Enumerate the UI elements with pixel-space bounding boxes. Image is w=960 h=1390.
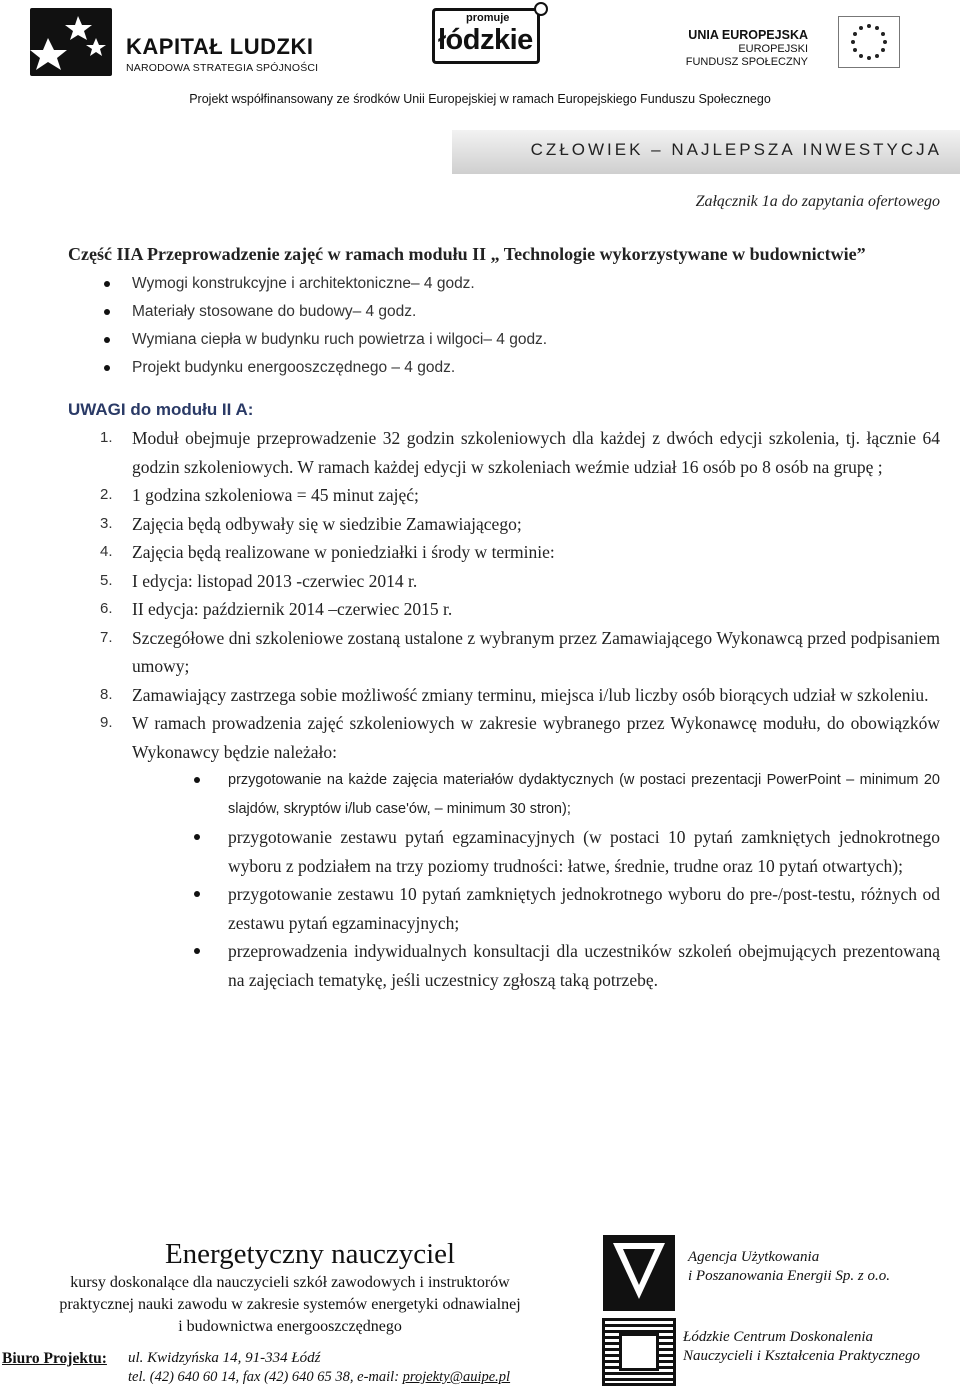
kapital-ludzki-title: KAPITAŁ LUDZKI [126, 34, 314, 59]
list-item: 8. Zamawiający zastrzega sobie możliwość zmiany terminu, miejsca i/lub liczby osób biorących udział w szkoleniu. [100, 684, 929, 705]
slogan-text: CZŁOWIEK – NAJLEPSZA INWESTYCJA [530, 140, 942, 159]
footer-partner-aupe: Agencja Użytkowania i Poszanowania Energii Sp. z o.o. [688, 1249, 890, 1284]
list-item: 1. Moduł obejmuje przeprowadzenie 32 godzin szkoleniowych dla każdej z dwóch edycji szkolenia, tj. łącznie 64 godzin szkoleniowych. W ramach każdej edycji w szkoleniach weźmie udział 16 osób po 8 osób na grupę ; [100, 428, 940, 477]
list-item: 4. Zajęcia będą realizowane w poniedziałki i środy w terminie: [100, 542, 555, 562]
bullet-icon [104, 281, 110, 287]
module-topics-list [68, 270, 940, 382]
list-item: Materiały stosowane do budowy– 4 godz. [68, 298, 940, 326]
bullet-icon [104, 337, 110, 343]
bullet-icon [194, 834, 200, 840]
aupe-logo-icon [603, 1235, 675, 1311]
eu-social-fund-logo [685, 10, 900, 70]
bullet-icon [104, 365, 110, 371]
lodzkie-logo-big-text: łódzkie [438, 24, 533, 56]
bullet-icon [194, 891, 200, 897]
lcdnikp-logo-icon [602, 1318, 676, 1386]
footer-project-title: Energetyczny nauczyciel [164, 1238, 456, 1270]
list-item: Projekt budynku energooszczędnego – 4 godz. [68, 354, 940, 382]
footer-contact: tel. (42) 640 60 14, fax (42) 640 65 38, e-mail: projekty@auipe.pl [128, 1369, 511, 1385]
eu-logo-line1: UNIA EUROPEJSKA [688, 28, 808, 42]
footer-project-description: kursy doskonalące dla nauczycieli szkół zawodowych i instruktorów praktycznej nauki zawodu w zakresie systemów energetyki odnawialnej i budownictwa energooszczędnego [59, 1274, 521, 1335]
notes-title: UWAGI do modułu II A: [68, 400, 254, 419]
bullet-icon [104, 309, 110, 315]
document-body [68, 240, 940, 994]
list-item: przeprowadzenia indywidualnych konsultacji dla uczestników szkoleń obejmujących prezentowaną na zajęciach tematykę, jeśli uczestnicy zgłoszą taką potrzebę. [166, 937, 940, 994]
lodzkie-logo-small-text: promuje [466, 12, 510, 24]
footer-partner-lcdnikp: Łódzkie Centrum Doskonalenia Nauczycieli i Kształcenia Praktycznego [683, 1329, 921, 1364]
bullet-icon [194, 948, 200, 954]
contractor-duties-list [166, 766, 940, 994]
section-heading: Część IIA Przeprowadzenie zajęć w ramach modułu II „ Technologie wykorzystywane w budownictwie” [68, 244, 866, 264]
list-item: 5. I edycja: listopad 2013 -czerwiec 2014 r. [100, 570, 418, 591]
bullet-icon [194, 777, 200, 783]
kapital-ludzki-logo [30, 8, 330, 80]
eu-flag-icon [838, 16, 900, 68]
project-cofinancing-line: Projekt współfinansowany ze środków Unii Europejskiej w ramach Europejskiego Funduszu Społecznego [189, 92, 771, 106]
list-item: przygotowanie zestawu pytań egzaminacyjnych (w postaci 10 pytań zamkniętych jednokrotnego wyboru z podziałem na trzy poziomy trudności: łatwe, średnie, trudne oraz 10 pytań otwartych); [166, 823, 940, 880]
lodzkie-logo-mark-icon [534, 2, 548, 16]
list-item: 2. 1 godzina szkoleniowa = 45 minut zajęć; [100, 485, 419, 505]
list-item: Wymiana ciepła w budynku ruch powietrza i wilgoci– 4 godz. [68, 326, 940, 354]
kapital-ludzki-subtitle: NARODOWA STRATEGIA SPÓJNOŚCI [126, 62, 319, 74]
list-item: przygotowanie na każde zajęcia materiałów dydaktycznych (w postaci prezentacji PowerPoint – minimum 20 slajdów, skryptów i/lub case'ów, – minimum 30 stron); [166, 766, 940, 823]
list-item: Wymogi konstrukcyjne i architektoniczne– 4 godz. [68, 270, 940, 298]
notes-list [68, 424, 940, 766]
list-item: 9. W ramach prowadzenia zajęć szkoleniowych w zakresie wybranego przez Wykonawcę modułu, do obowiązków Wykonawcy będzie należało: [100, 713, 940, 762]
slogan-banner [452, 130, 960, 174]
list-item: przygotowanie zestawu 10 pytań zamkniętych jednokrotnego wyboru do pre-/post-testu, różnych od zestawu pytań egzaminacyjnych; [166, 880, 940, 937]
footer-address: ul. Kwidzyńska 14, 91-334 Łódź [128, 1350, 321, 1366]
footer-email-link[interactable]: projekty@auipe.pl [402, 1369, 511, 1385]
list-item: 3. Zajęcia będą odbywały się w siedzibie Zamawiającego; [100, 513, 522, 534]
eu-logo-line3: FUNDUSZ SPOŁECZNY [685, 56, 808, 68]
list-item: 6. II edycja: październik 2014 –czerwiec 2015 r. [100, 599, 453, 619]
annex-label: Załącznik 1a do zapytania ofertowego [695, 193, 940, 210]
kapital-ludzki-emblem-icon [30, 8, 112, 76]
footer-office-label: Biuro Projektu: [2, 1350, 107, 1367]
eu-logo-line2: EUROPEJSKI [738, 43, 808, 55]
list-item: 7. Szczegółowe dni szkoleniowe zostaną ustalone z wybranym przez Zamawiającego Wykonawcą przed podpisaniem umowy; [100, 627, 940, 676]
promuje-lodzkie-logo [428, 6, 546, 70]
